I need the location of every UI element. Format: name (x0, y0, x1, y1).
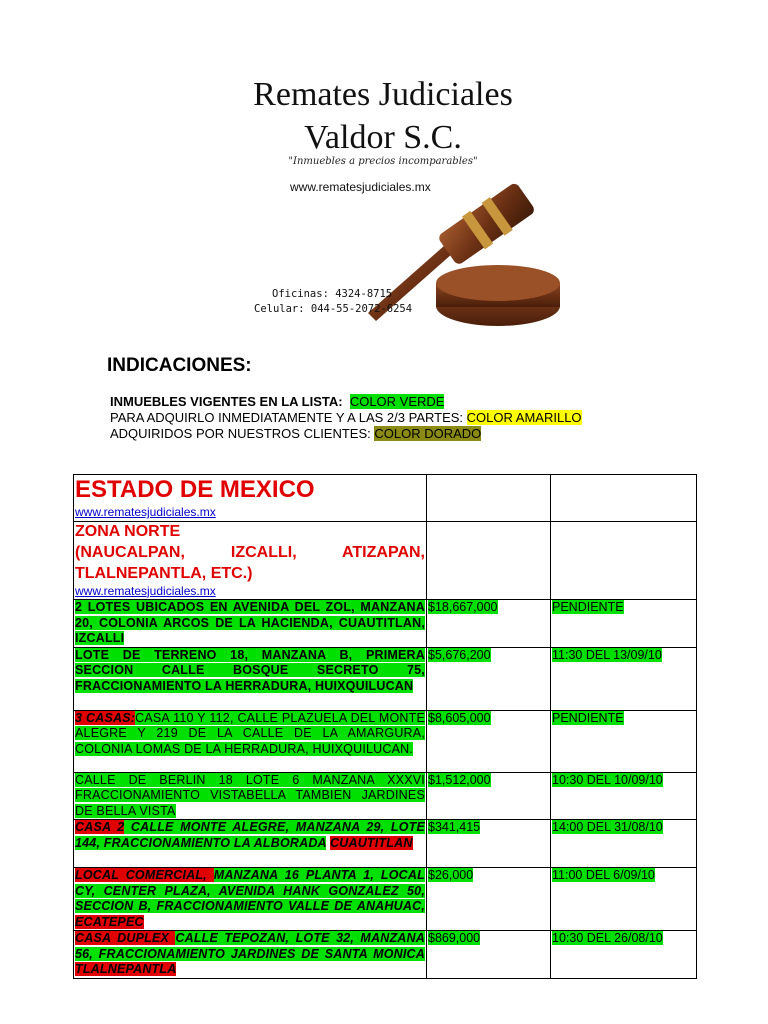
property-city: ECATEPEC (75, 914, 144, 929)
property-text: MANZANA 16 PLANTA 1, LOCAL CY, CENTER PLAZA, AVENIDA HANK GONZALEZ 50, SECCION B, FRACCIONAMIENTO VALLE DE ANAHUAC, (75, 868, 425, 913)
property-description (74, 772, 427, 820)
property-price: $5,676,200 (427, 647, 551, 710)
state-title: ESTADO DE MEXICO (75, 476, 315, 503)
property-tag: 3 CASAS: (75, 710, 136, 725)
zone-cell (74, 521, 427, 600)
legend-label: ADQUIRIDOS POR NUESTROS CLIENTES: (110, 426, 371, 441)
legend-line-inmediato (110, 410, 582, 426)
property-city: TLALNEPANTLA (75, 962, 177, 976)
property-date: 10:30 DEL 26/08/10 (551, 931, 697, 979)
legend-line-vigentes (110, 394, 444, 410)
property-price: $341,415 (427, 820, 551, 868)
company-title-line2: Valdor S.C. (304, 119, 462, 156)
zone-title: ZONA NORTE (75, 522, 181, 540)
property-description (74, 820, 427, 868)
company-website: www.rematesjudiciales.mx (290, 180, 431, 194)
table-row (74, 820, 697, 868)
property-date: 11:30 DEL 13/09/10 (551, 647, 697, 710)
cell-phone: Celular: 044-55-2072-6254 (254, 303, 413, 315)
property-date: 10:30 DEL 10/09/10 (551, 772, 697, 820)
website-link[interactable]: www.rematesjudiciales.mx (75, 505, 216, 519)
table-row (74, 772, 697, 820)
table-row (74, 868, 697, 931)
property-price: $8,605,000 (427, 710, 551, 772)
property-description (74, 868, 427, 931)
company-title-line1: Remates Judiciales (253, 76, 513, 113)
property-text: CALLE TEPOZAN, LOTE 32, MANZANA 56, FRACCIONAMIENTO JARDINES DE SANTA MONICA (75, 931, 425, 961)
property-description (74, 710, 427, 772)
website-link[interactable]: www.rematesjudiciales.mx (75, 583, 216, 598)
property-text: LOTE DE TERRENO 18, MANZANA B, PRIMERA SECCION CALLE BOSQUE SECRETO 75, FRACCIONAMIENTO LA HERRADURA, HUIXQUILUCAN (75, 647, 425, 693)
indicaciones-title: INDICACIONES: (107, 355, 252, 376)
property-text: 2 LOTES UBICADOS EN AVENIDA DEL ZOL, MANZANA 20, COLONIA ARCOS DE LA HACIENDA, CUAUTITLAN, IZCALLI (75, 600, 425, 645)
table-row (74, 931, 697, 979)
legend-color-gold: COLOR DORADO (374, 426, 482, 441)
property-description (74, 931, 427, 979)
property-description (74, 647, 427, 710)
table-row (74, 647, 697, 710)
table-row (74, 475, 697, 522)
property-date: 14:00 DEL 31/08/10 (551, 820, 697, 868)
property-description (74, 600, 427, 648)
table-row (74, 600, 697, 648)
zone-subtitle: (NAUCALPAN, IZCALLI, ATIZAPAN, TLALNEPANTLA, ETC.) (75, 543, 425, 582)
property-text: CALLE DE BERLIN 18 LOTE 6 MANZANA XXXVI FRACCIONAMIENTO VISTABELLA TAMBIEN JARDINES DE BELLA VISTA (75, 772, 425, 818)
company-header (228, 70, 568, 335)
property-date: 11:00 DEL 6/09/10 (551, 868, 697, 931)
property-date: PENDIENTE (551, 710, 697, 772)
property-date: PENDIENTE (551, 600, 697, 648)
legend-label: PARA ADQUIRLO INMEDIATAMENTE Y A LAS 2/3 PARTES: (110, 410, 464, 425)
property-text: CALLE MONTE ALEGRE, MANZANA 29, LOTE 144, FRACCIONAMIENTO LA ALBORADA (75, 820, 425, 850)
table-row (74, 521, 697, 600)
company-slogan: "Inmuebles a precios incomparables" (288, 156, 478, 167)
legend-line-adquiridos (110, 426, 481, 442)
table-row (74, 710, 697, 772)
property-tag: CASA 2 (75, 820, 125, 834)
property-table (73, 474, 697, 979)
property-tag: CASA DUPLEX (75, 931, 176, 945)
legend-label: INMUEBLES VIGENTES EN LA LISTA: (110, 394, 343, 409)
property-text: CASA 110 Y 112, CALLE PLAZUELA DEL MONTE ALEGRE Y 219 DE LA CALLE DE LA AMARGURA, COLONIA LOMAS DE LA HERRADURA, HUIXQUILUCAN. (75, 710, 425, 756)
state-cell (74, 475, 427, 522)
property-city: CUAUTITLAN (330, 835, 413, 850)
property-price: $18,667,000 (427, 600, 551, 648)
property-price: $26,000 (427, 868, 551, 931)
legend-color-green: COLOR VERDE (349, 394, 445, 409)
property-tag: LOCAL COMERCIAL, (75, 868, 214, 882)
legend-color-yellow: COLOR AMARILLO (466, 410, 582, 425)
property-price: $869,000 (427, 931, 551, 979)
property-price: $1,512,000 (427, 772, 551, 820)
office-phone: Oficinas: 4324-8715 (272, 288, 393, 300)
